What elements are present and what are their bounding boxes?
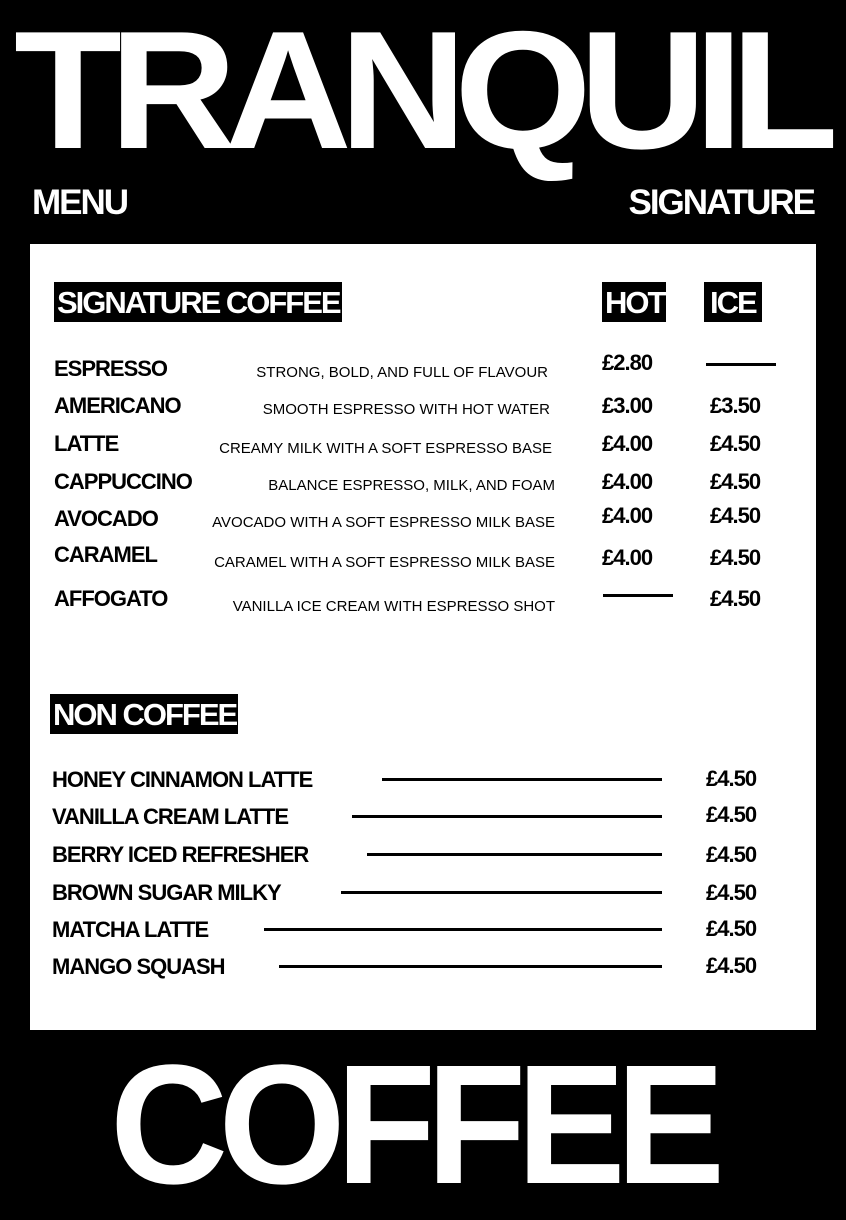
menu-item-name: AVOCADO [54, 506, 158, 531]
non-coffee-item-name: MANGO SQUASH [52, 954, 225, 979]
non-coffee-item-name: BROWN SUGAR MILKY [52, 880, 281, 905]
menu-item-description: CARAMEL WITH A SOFT ESPRESSO MILK BASE [214, 554, 555, 571]
non-coffee-item-price: £4.50 [706, 953, 757, 978]
price-leader-line [352, 815, 662, 818]
menu-item-description: STRONG, BOLD, AND FULL OF FLAVOUR [256, 364, 548, 381]
menu-item-name: ESPRESSO [54, 356, 168, 381]
price-leader-line [341, 891, 662, 894]
brand-title-top: TRANQUIL [14, 0, 826, 184]
menu-item-description: BALANCE ESPRESSO, MILK, AND FOAM [268, 477, 555, 494]
hot-column-heading: HOT [602, 282, 666, 322]
menu-item-ice-price: £4.50 [710, 545, 761, 570]
non-coffee-item-name: MATCHA LATTE [52, 917, 209, 942]
menu-item-hot-price: £4.00 [602, 503, 653, 528]
menu-item-ice-price: £4.50 [710, 586, 761, 611]
price-leader-line [382, 778, 662, 781]
menu-item-hot-price: £3.00 [602, 393, 653, 418]
menu-item-hot-price: £4.00 [602, 545, 653, 570]
menu-item-ice-price: £3.50 [710, 393, 761, 418]
no-price-dash [706, 363, 776, 366]
menu-card [30, 244, 816, 1030]
menu-item-hot-price: £4.00 [602, 469, 653, 494]
menu-item-name: LATTE [54, 431, 119, 456]
menu-item-name: CAPPUCCINO [54, 469, 192, 494]
non-coffee-item-name: BERRY ICED REFRESHER [52, 842, 309, 867]
menu-item-hot-price: £2.80 [602, 350, 653, 375]
price-leader-line [367, 853, 662, 856]
menu-item-ice-price: £4.50 [710, 469, 761, 494]
menu-item-ice-price: £4.50 [710, 431, 761, 456]
non-coffee-item-name: VANILLA CREAM LATTE [52, 804, 289, 829]
non-coffee-item-price: £4.50 [706, 766, 757, 791]
menu-item-description: AVOCADO WITH A SOFT ESPRESSO MILK BASE [212, 514, 555, 531]
menu-item-ice-price: £4.50 [710, 503, 761, 528]
signature-label: SIGNATURE [628, 183, 814, 222]
menu-item-description: SMOOTH ESPRESSO WITH HOT WATER [262, 401, 550, 418]
price-leader-line [279, 965, 662, 968]
menu-item-name: CARAMEL [54, 542, 157, 567]
brand-title-bottom: COFFEE [110, 1030, 716, 1220]
menu-item-description: CREAMY MILK WITH A SOFT ESPRESSO BASE [219, 440, 552, 457]
non-coffee-item-price: £4.50 [706, 842, 757, 867]
non-coffee-item-price: £4.50 [706, 880, 757, 905]
menu-item-hot-price: £4.00 [602, 431, 653, 456]
menu-item-name: AFFOGATO [54, 586, 168, 611]
non-coffee-item-price: £4.50 [706, 802, 757, 827]
price-leader-line [264, 928, 662, 931]
menu-label: MENU [32, 183, 128, 222]
non-coffee-item-price: £4.50 [706, 916, 757, 941]
ice-column-heading: ICE [704, 282, 762, 322]
menu-item-description: VANILLA ICE CREAM WITH ESPRESSO SHOT [232, 598, 555, 615]
signature-coffee-heading: SIGNATURE COFFEE [54, 282, 342, 322]
non-coffee-item-name: HONEY CINNAMON LATTE [52, 767, 313, 792]
no-price-dash [603, 594, 673, 597]
menu-item-name: AMERICANO [54, 393, 181, 418]
non-coffee-heading: NON COFFEE [50, 694, 238, 734]
